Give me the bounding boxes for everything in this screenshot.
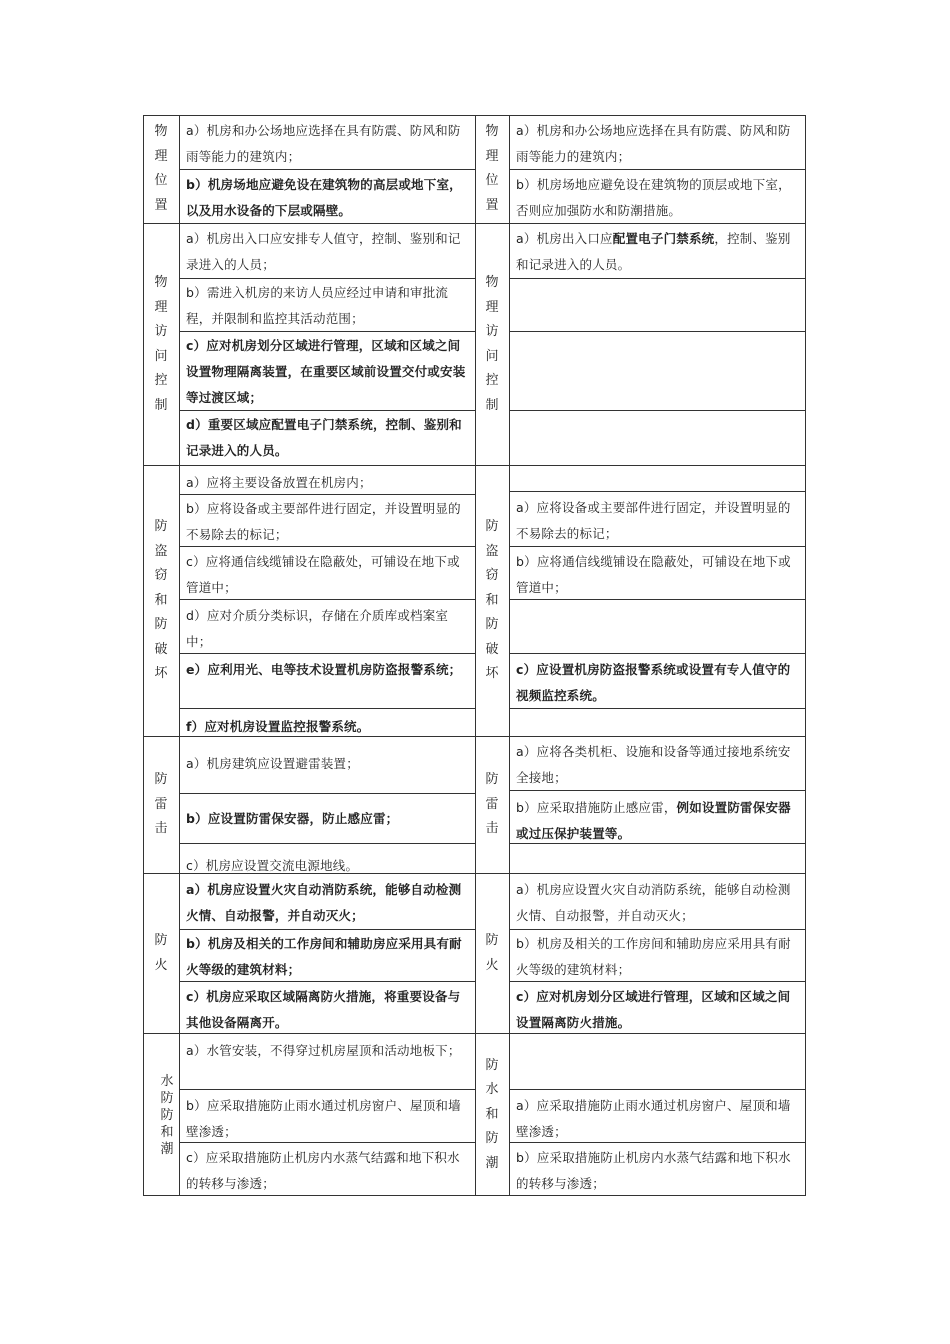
category-left (155, 1034, 179, 1196)
requirement-cell: d）重要区域应配置电子门禁系统，控制、鉴别和记录进入的人员。 (186, 417, 462, 458)
divider (509, 929, 806, 930)
category-label: 物理位置 (485, 124, 499, 213)
requirement-cell: b）机房及相关的工作房间和辅助房应采用具有耐火等级的建筑材料； (186, 936, 462, 977)
divider (509, 331, 806, 332)
requirement-cell: c）机房应设置交流电源地线。 (186, 858, 359, 873)
category-label: 防盗窃和防破坏 (485, 519, 499, 682)
requirement-cell: c）机房应采取区域隔离防火措施，将重要设备与其他设备隔离开。 (186, 989, 461, 1030)
requirement-cell: f）应对机房设置监控报警系统。 (186, 719, 370, 734)
divider (179, 708, 475, 709)
category-left (143, 874, 179, 1033)
requirement-cell: b）需进入机房的来访人员应经过申请和审批流程，并限制和监控其活动范围； (186, 285, 449, 326)
requirement-cell: b）应将设备或主要部件进行固定，并设置明显的不易除去的标记； (186, 501, 461, 542)
text-span: b）应采取措施防止感应雷， (516, 800, 677, 815)
category-right (475, 737, 509, 873)
category-right (475, 115, 509, 223)
divider (179, 843, 475, 844)
divider (509, 653, 806, 654)
category-label: 物理访问控制 (485, 275, 499, 413)
category-label: 防盗窃和防破坏 (154, 519, 168, 682)
requirement-cell: a）机房建筑应设置避雷装置； (186, 756, 359, 771)
requirement-cell: a）应将各类机柜、设施和设备等通过接地系统安全接地； (516, 744, 791, 785)
requirement-cell: c）应采取措施防止机房内水蒸气结露和地下积水的转移与渗透； (186, 1150, 460, 1191)
requirement-cell: a）机房应设置火灾自动消防系统，能够自动检测火情、自动报警，并自动灭火； (186, 882, 462, 923)
divider (179, 793, 475, 794)
text-span: ，控制、鉴别和记录进入的人员。 (516, 231, 791, 272)
category-label: 防火 (154, 933, 168, 973)
requirement-cell: a）应将设备或主要部件进行固定，并设置明显的不易除去的标记； (516, 500, 791, 541)
requirement-cell: a）水管安装，不得穿过机房屋顶和活动地板下； (186, 1043, 461, 1058)
requirement-cell: b）机房场地应避免设在建筑物的高层或地下室，以及用水设备的下层或隔壁。 (186, 177, 462, 218)
divider (509, 1089, 806, 1090)
text-span: a）机房出入口应 (516, 231, 613, 246)
category-right (475, 466, 509, 736)
requirement-cell: a）应将主要设备放置在机房内； (186, 475, 372, 490)
requirement-cell: b）机房场地应避免设在建筑物的顶层或地下室，否则应加强防水和防潮措施。 (516, 177, 791, 218)
category-label: 防水和防潮 (485, 1057, 499, 1171)
requirement-cell: e）应利用光、电等技术设置机房防盗报警系统； (186, 662, 462, 677)
requirement-cell: a）机房应设置火灾自动消防系统，能够自动检测火情、自动报警，并自动灭火； (516, 882, 791, 923)
requirement-cell: c）应设置机房防盗报警系统或设置有专人值守的视频监控系统。 (516, 662, 791, 703)
divider (509, 410, 806, 411)
requirement-cell: b）应设置防雷保安器，防止感应雷； (186, 811, 399, 826)
requirement-cell: c）应对机房划分区域进行管理，区域和区域之间设置隔离防火措施。 (516, 989, 791, 1030)
requirement-cell: c）应对机房划分区域进行管理，区域和区域之间设置物理隔离装置，在重要区域前设置交付或安装等过渡区域； (186, 338, 466, 405)
category-label: 物理位置 (154, 124, 168, 213)
requirement-cell: a）机房和办公场地应选择在具有防震、防风和防雨等能力的建筑内； (516, 123, 791, 164)
requirement-cell: b）应将通信线缆铺设在隐蔽处，可铺设在地下或管道中； (516, 554, 791, 595)
category-label: 水防防和潮 (160, 1073, 174, 1157)
category-left (143, 115, 179, 223)
divider (509, 491, 806, 492)
divider (509, 278, 806, 279)
category-label: 防火 (485, 933, 499, 973)
text-span: 例如设置防雷保安器或过压保护装置等。 (516, 800, 791, 841)
text-span: 配置电子门禁系统 (612, 231, 715, 246)
divider (179, 278, 475, 279)
requirement-cell: a）应采取措施防止雨水通过机房窗户、屋顶和墙壁渗透； (516, 1098, 791, 1139)
category-right (475, 224, 509, 465)
requirement-cell: b）应采取措施防止机房内水蒸气结露和地下积水的转移与渗透； (516, 1150, 791, 1191)
divider (179, 929, 475, 930)
requirement-cell: b）应采取措施防止雨水通过机房窗户、屋顶和墙壁渗透； (186, 1098, 461, 1139)
category-label: 防雷击 (485, 772, 499, 837)
category-label: 防雷击 (154, 772, 168, 837)
requirement-cell: a）机房出入口应安排专人值守，控制、鉴别和记录进入的人员； (186, 231, 461, 272)
requirement-cell: b）机房及相关的工作房间和辅助房应采用具有耐火等级的建筑材料； (516, 936, 791, 977)
divider (179, 1089, 475, 1090)
category-right (475, 874, 509, 1033)
category-left (143, 224, 179, 465)
category-left (143, 466, 179, 736)
requirement-cell (509, 795, 806, 847)
requirement-cell: d）应对介质分类标识，存储在介质库或档案室中； (186, 608, 449, 649)
category-left (143, 737, 179, 873)
category-right (475, 1034, 509, 1196)
requirement-cell: a）机房和办公场地应选择在具有防震、防风和防雨等能力的建筑内； (186, 123, 461, 164)
requirement-cell: c）应将通信线缆铺设在隐蔽处，可铺设在地下或管道中； (186, 554, 460, 595)
category-label: 物理访问控制 (154, 275, 168, 413)
requirement-cell (509, 226, 806, 278)
